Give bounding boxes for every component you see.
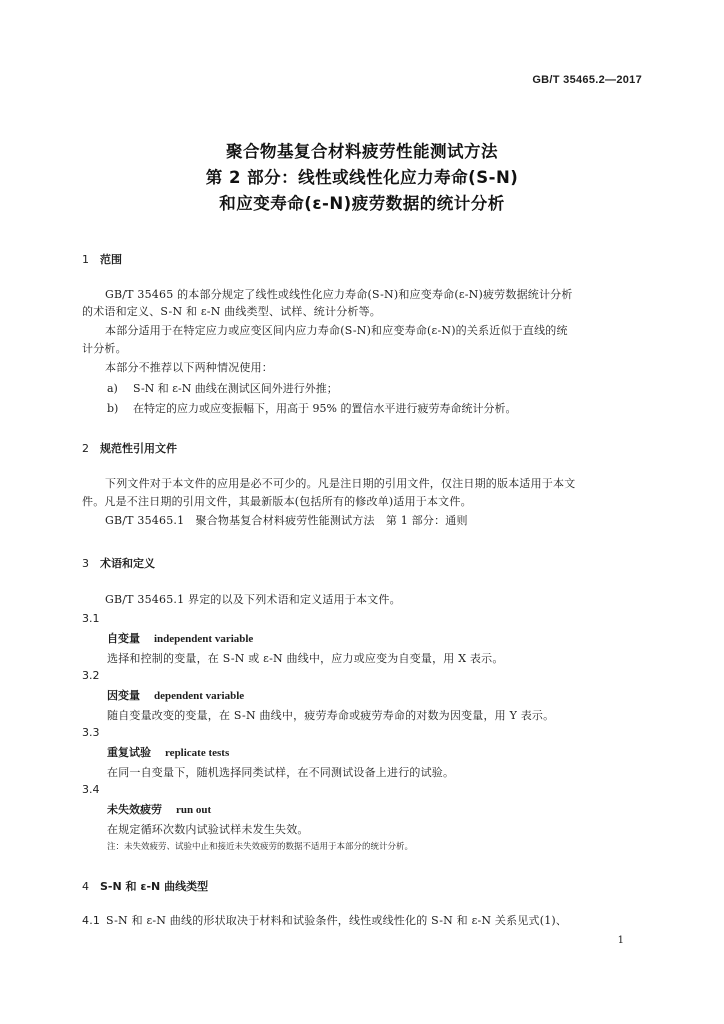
term-entry (107, 630, 253, 646)
section-number: 4 (82, 880, 89, 893)
term-definition: 在同一自变量下，随机选择同类试样，在不同测试设备上进行的试验。 (107, 766, 455, 779)
paragraph: GB/T 35465 的本部分规定了线性或线性化应力寿命(S-N)和应变寿命(ε-N)疲劳数据统计分析 (105, 288, 573, 301)
term-chinese: 自变量 (107, 632, 140, 645)
clause-number: 3.2 (82, 669, 100, 682)
section-3-heading (82, 555, 155, 571)
section-2-heading (82, 440, 177, 456)
subclause-text: S-N 和 ε-N 曲线的形状取决于材料和试验条件，线性或线性化的 S-N 和 ε-N 关系见式(1)、 (106, 914, 568, 927)
standard-number: GB/T 35465.2—2017 (532, 74, 642, 86)
term-entry (107, 801, 211, 817)
paragraph: 下列文件对于本文件的应用是必不可少的。凡是注日期的引用文件，仅注日期的版本适用于本文 (105, 477, 576, 490)
clause-number: 3.1 (82, 612, 100, 625)
list-item-text: S-N 和 ε-N 曲线在测试区间外进行外推； (133, 382, 338, 395)
term-chinese: 重复试验 (107, 746, 151, 759)
term-english: dependent variable (154, 690, 245, 702)
page-number: 1 (617, 935, 624, 946)
list-marker: b) (107, 402, 119, 415)
list-marker: a) (107, 382, 118, 395)
term-entry (107, 744, 229, 760)
section-title: 范围 (100, 253, 122, 266)
paragraph: GB/T 35465.1 界定的以及下列术语和定义适用于本文件。 (105, 593, 401, 606)
title-line-2: 第 2 部分：线性或线性化应力寿命(S-N) (205, 168, 519, 187)
term-entry (107, 687, 244, 703)
section-title: 术语和定义 (100, 557, 155, 570)
term-chinese: 因变量 (107, 689, 140, 702)
title-line-3: 和应变寿命(ε-N)疲劳数据的统计分析 (219, 194, 505, 213)
term-definition: 随自变量改变的变量，在 S-N 曲线中，疲劳寿命或疲劳寿命的对数为因变量，用 Y 表示。 (107, 709, 555, 722)
term-chinese: 未失效疲劳 (107, 803, 162, 816)
section-1-heading (82, 251, 122, 267)
normative-reference: GB/T 35465.1 聚合物基复合材料疲劳性能测试方法 第 1 部分：通则 (105, 514, 468, 527)
list-item (107, 400, 516, 416)
section-title: 规范性引用文件 (100, 442, 177, 455)
clause-number: 3.3 (82, 726, 100, 739)
term-definition: 在规定循环次数内试验试样未发生失效。 (107, 823, 309, 836)
list-item (107, 380, 338, 396)
term-definition: 选择和控制的变量，在 S-N 或 ε-N 曲线中，应力或应变为自变量，用 X 表示。 (107, 652, 504, 665)
section-number: 2 (82, 442, 89, 455)
subclause-number: 4.1 (82, 914, 101, 927)
title-line-1: 聚合物基复合材料疲劳性能测试方法 (226, 142, 498, 161)
section-4-heading (82, 878, 208, 894)
term-english: independent variable (154, 633, 254, 645)
subclause-paragraph (82, 913, 642, 929)
section-number: 3 (82, 557, 89, 570)
term-english: run out (176, 804, 212, 816)
list-item-text: 在特定的应力或应变振幅下，用高于 95% 的置信水平进行疲劳寿命统计分析。 (133, 402, 517, 415)
term-english: replicate tests (165, 747, 230, 759)
paragraph: 的术语和定义、S-N 和 ε-N 曲线类型、试样、统计分析等。 (82, 305, 382, 318)
paragraph: 件。凡是不注日期的引用文件，其最新版本(包括所有的修改单)适用于本文件。 (82, 495, 472, 508)
note: 注：未失效疲劳、试验中止和接近未失效疲劳的数据不适用于本部分的统计分析。 (107, 842, 414, 852)
section-number: 1 (82, 253, 89, 266)
paragraph: 本部分不推荐以下两种情况使用： (105, 361, 273, 374)
section-title: S-N 和 ε-N 曲线类型 (100, 880, 209, 893)
paragraph: 计分析。 (82, 342, 127, 355)
clause-number: 3.4 (82, 783, 100, 796)
paragraph: 本部分适用于在特定应力或应变区间内应力寿命(S-N)和应变寿命(ε-N)的关系近似于直线的统 (105, 324, 568, 337)
